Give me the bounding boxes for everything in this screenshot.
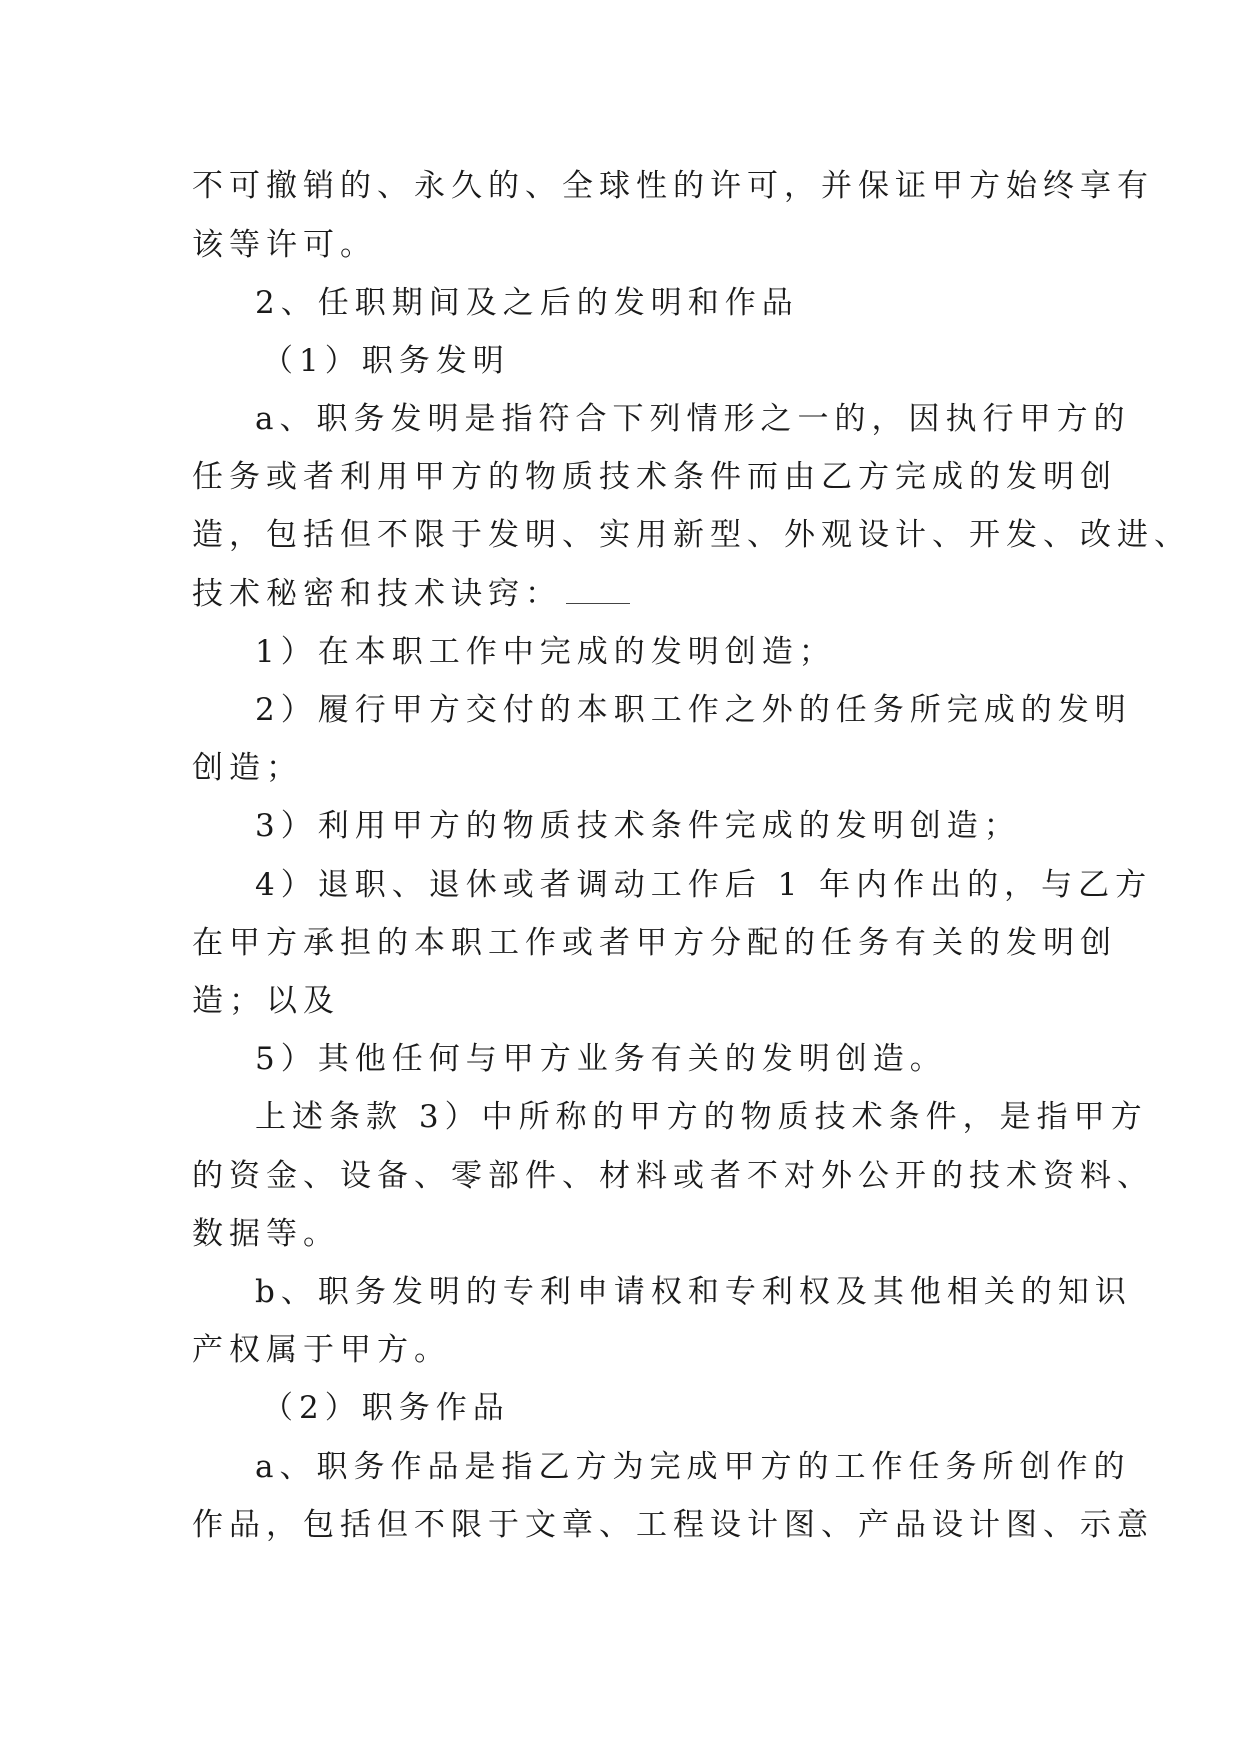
paragraph-line: 数据等。: [192, 1216, 340, 1252]
fill-in-blank: [566, 575, 630, 604]
list-item: 1）在本职工作中完成的发明创造；: [255, 634, 836, 670]
paragraph-line: b、职务发明的专利申请权和专利权及其他相关的知识: [255, 1274, 1132, 1310]
paragraph-line: a、职务作品是指乙方为完成甲方的工作任务所创作的: [255, 1449, 1131, 1485]
paragraph-line: 的资金、设备、零部件、材料或者不对外公开的技术资料、: [192, 1158, 1154, 1194]
paragraph-line: 任务或者利用甲方的物质技术条件而由乙方完成的发明创: [192, 459, 1117, 495]
list-item-continuation: 创造；: [192, 750, 303, 786]
paragraph-line: a、职务发明是指符合下列情形之一的，因执行甲方的: [255, 401, 1131, 437]
subsection-heading: （1）职务发明: [262, 343, 510, 379]
list-item: 5）其他任何与甲方业务有关的发明创造。: [255, 1041, 947, 1077]
paragraph-line: 作品，包括但不限于文章、工程设计图、产品设计图、示意: [192, 1507, 1154, 1543]
paragraph-line: 产权属于甲方。: [192, 1332, 451, 1368]
list-item-continuation: 造；以及: [192, 983, 340, 1019]
paragraph-line: 造，包括但不限于发明、实用新型、外观设计、开发、改进、: [192, 517, 1191, 553]
list-item: 4）退职、退休或者调动工作后 1 年内作出的，与乙方: [255, 867, 1153, 903]
paragraph-line: 不可撤销的、永久的、全球性的许可，并保证甲方始终享有: [192, 168, 1154, 204]
paragraph-line: 该等许可。: [192, 227, 377, 263]
list-item: 3）利用甲方的物质技术条件完成的发明创造；: [255, 808, 1021, 844]
paragraph-line: [192, 574, 630, 614]
list-item: 2）履行甲方交付的本职工作之外的任务所完成的发明: [255, 692, 1132, 728]
paragraph-line-text: 技术秘密和技术诀窍：: [192, 576, 562, 612]
subsection-heading: （2）职务作品: [262, 1390, 510, 1426]
list-item-continuation: 在甲方承担的本职工作或者甲方分配的任务有关的发明创: [192, 925, 1117, 961]
section-heading: 2、任职期间及之后的发明和作品: [255, 285, 799, 321]
paragraph-line: 上述条款 3）中所称的甲方的物质技术条件，是指甲方: [255, 1099, 1148, 1135]
